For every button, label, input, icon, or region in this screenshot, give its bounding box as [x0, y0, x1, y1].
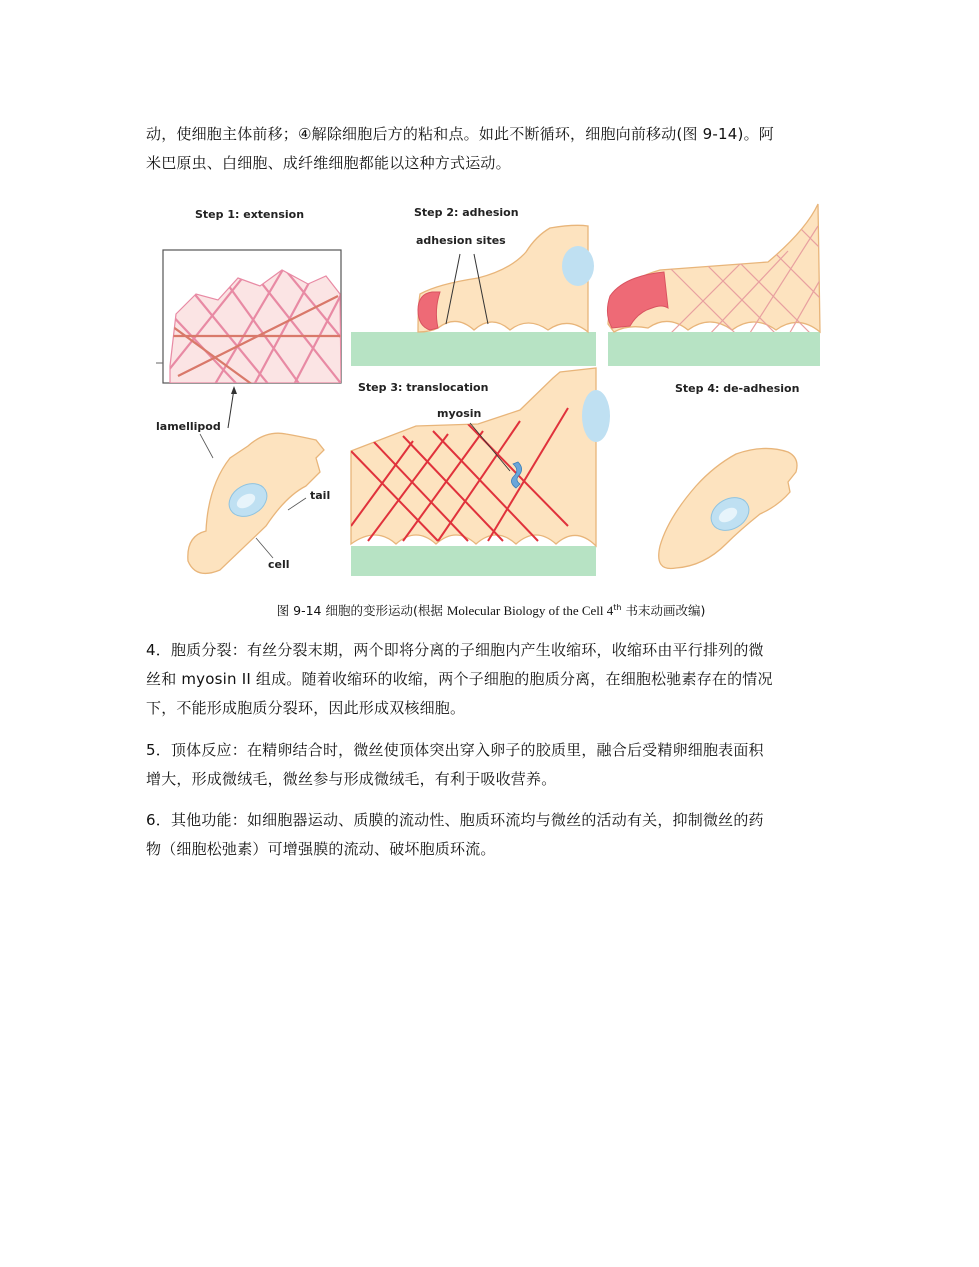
paragraph-acrosome: [146, 736, 836, 794]
panel-step2: [351, 206, 596, 366]
step1-title: Step 1: extension: [195, 208, 305, 221]
caption-prefix: 图 9-14 细胞的变形运动(根据: [276, 603, 447, 619]
cell-motility-figure: [148, 196, 828, 586]
tail-label: tail: [310, 489, 331, 502]
intro-line-2: 米巴原虫、白细胞、成纤维细胞都能以这种方式运动。: [146, 154, 511, 172]
caption-superscript: th: [613, 603, 622, 612]
step2-title: Step 2: adhesion: [414, 206, 519, 219]
p6-line-2: 物（细胞松弛素）可增强膜的流动、破坏胞质环流。: [146, 840, 496, 858]
zoom-arrow: [228, 389, 234, 428]
substrate-step3: [351, 546, 596, 576]
p4-line-2: 丝和 myosin II 组成。随着收缩环的收缩，两个子细胞的胞质分离，在细胞松驰素存在的情况: [146, 670, 773, 688]
intro-paragraph: [146, 120, 836, 178]
lamellipod-label: lamellipod: [156, 420, 221, 433]
p4-line-3: 下，不能形成胞质分裂环，因此形成双核细胞。: [146, 699, 466, 717]
myosin-label: myosin: [437, 407, 482, 420]
substrate-step2b: [608, 332, 820, 366]
nucleus-step2: [562, 246, 594, 286]
substrate-step2: [351, 332, 596, 366]
step3-title: Step 3: translocation: [358, 381, 489, 394]
caption-source: Molecular Biology of the Cell 4: [446, 603, 614, 619]
panel-step4: [659, 382, 800, 569]
p4-line-1: 4．胞质分裂：有丝分裂末期，两个即将分离的子细胞内产生收缩环，收缩环由平行排列的微: [146, 641, 764, 659]
panel-step1: [156, 208, 348, 573]
paragraph-cytokinesis: [146, 636, 836, 723]
adhesion-sites-label: adhesion sites: [416, 234, 506, 247]
figure-caption: [146, 598, 836, 621]
p5-line-2: 增大，形成微绒毛，微丝参与形成微绒毛，有利于吸收营养。: [146, 770, 557, 788]
p6-line-1: 6．其他功能：如细胞器运动、质膜的流动性、胞质环流均与微丝的活动有关，抑制微丝的药: [146, 811, 764, 829]
nucleus-step3: [582, 390, 610, 442]
paragraph-other-functions: [146, 806, 836, 864]
leading-edge-step2: [418, 292, 440, 330]
caption-suffix: 书末动画改编): [621, 603, 706, 619]
cell-label: cell: [268, 558, 290, 571]
p5-line-1: 5．顶体反应：在精卵结合时，微丝使顶体突出穿入卵子的胶质里，融合后受精卵细胞表面积: [146, 741, 764, 759]
intro-line-1: 动，使细胞主体前移；④解除细胞后方的粘和点。如此不断循环，细胞向前移动(图 9-14)。阿: [146, 125, 774, 143]
step4-title: Step 4: de-adhesion: [675, 382, 800, 395]
panel-step3: [351, 368, 610, 576]
panel-step2b: [607, 204, 828, 366]
